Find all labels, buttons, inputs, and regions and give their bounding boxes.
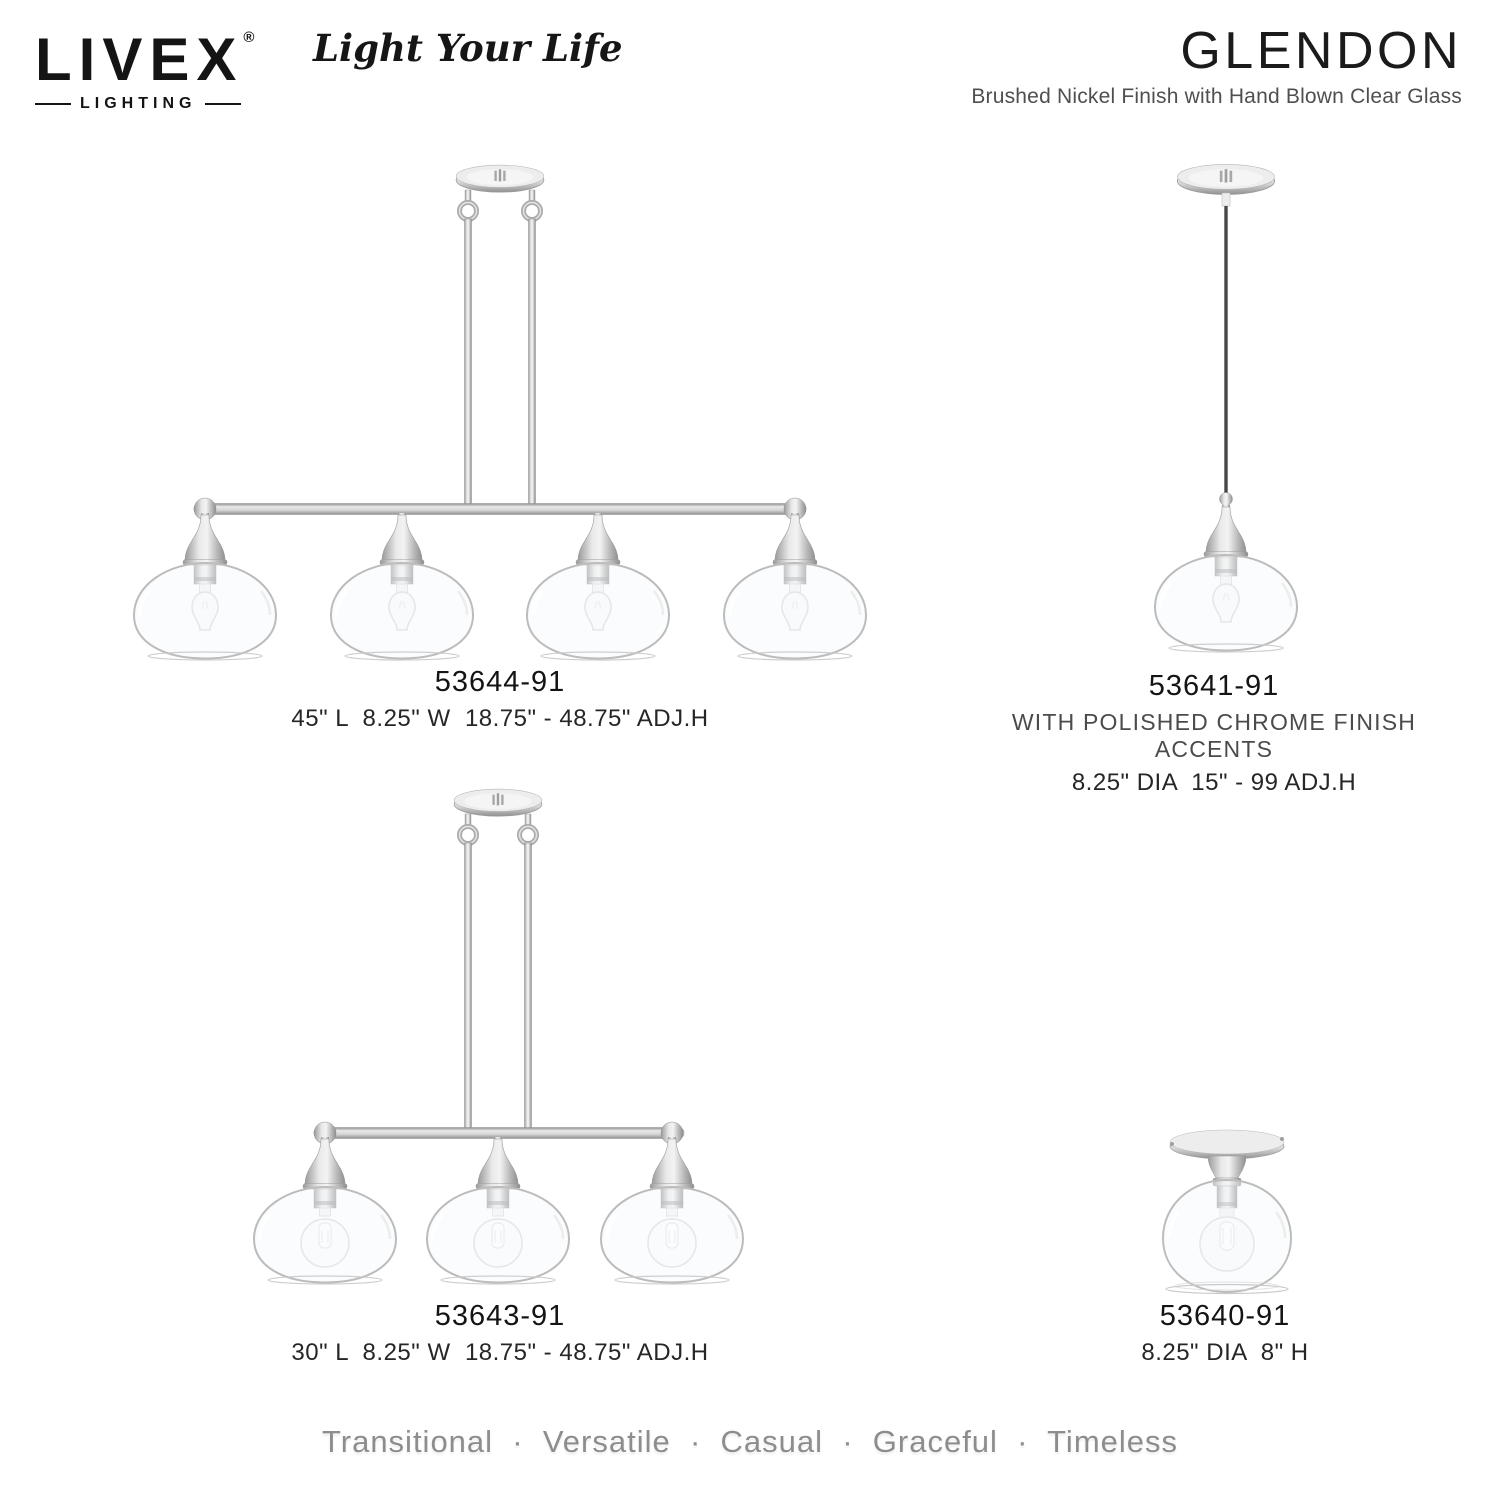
brand-name: LIVEX [35, 26, 244, 93]
product-sku: 53641-91 [1148, 670, 1280, 702]
hang-loops [460, 190, 541, 220]
canopy [456, 165, 544, 192]
product-image-four-light-linear-chandelier [110, 140, 890, 670]
logo-rule-right [205, 103, 241, 106]
collection-description: Brushed Nickel Finish with Hand Blown Clear Glass [971, 84, 1462, 108]
canopy [1170, 1130, 1284, 1159]
style-keywords: Transitional · Versatile · Casual · Graceful · Timeless [321, 1424, 1179, 1459]
product-sku: 53643-91 [434, 1300, 566, 1332]
glass-shade [1155, 505, 1297, 652]
product-image-three-light-linear-chandelier [240, 762, 800, 1302]
glass-dome [1163, 1180, 1291, 1294]
brand-logo-top [35, 26, 285, 93]
registered-mark: ® [243, 29, 255, 46]
stem [1222, 193, 1230, 206]
product-finish-note: WITH POLISHED CHROME FINISH ACCENTS [1011, 709, 1417, 762]
product-dimensions: 30" L 8.25" W 18.75" - 48.75" ADJ.H [291, 1339, 709, 1366]
hang-loops [460, 814, 537, 844]
product-caption-53643 [220, 1300, 780, 1367]
brand-sub-row [35, 95, 285, 113]
footer [0, 1424, 1500, 1460]
product-image-semi-flush-mount [1112, 1122, 1342, 1307]
glass-shades [254, 1137, 743, 1284]
logo-rule-left [35, 103, 71, 106]
down-rods [465, 843, 532, 1135]
product-image-mini-pendant [1076, 140, 1376, 680]
collection-name: GLENDON [1180, 22, 1462, 80]
brand-logo [35, 26, 285, 113]
brand-tagline: Light Your Life [313, 26, 623, 70]
screw-detail [1170, 1142, 1174, 1146]
product-dimensions: 45" L 8.25" W 18.75" - 48.75" ADJ.H [291, 705, 709, 732]
finial-ball [1220, 493, 1233, 506]
product-sku: 53640-91 [1159, 1300, 1291, 1332]
chrome-cord [1224, 206, 1227, 496]
brand-sub-label: LIGHTING [80, 95, 197, 112]
product-sku: 53644-91 [434, 666, 566, 698]
product-caption-53640 [1045, 1300, 1405, 1367]
product-caption-53644 [110, 666, 890, 733]
canopy [454, 789, 542, 816]
screw-detail [1280, 1137, 1284, 1141]
canopy [1177, 164, 1274, 194]
product-dimensions: 8.25" DIA 15" - 99 ADJ.H [1071, 769, 1357, 796]
glass-shades [134, 513, 866, 660]
down-rods [465, 219, 536, 511]
product-caption-53641 [974, 670, 1454, 797]
product-dimensions: 8.25" DIA 8" H [1141, 1339, 1309, 1366]
collection-title-block [971, 22, 1462, 109]
cross-bar [194, 498, 806, 520]
